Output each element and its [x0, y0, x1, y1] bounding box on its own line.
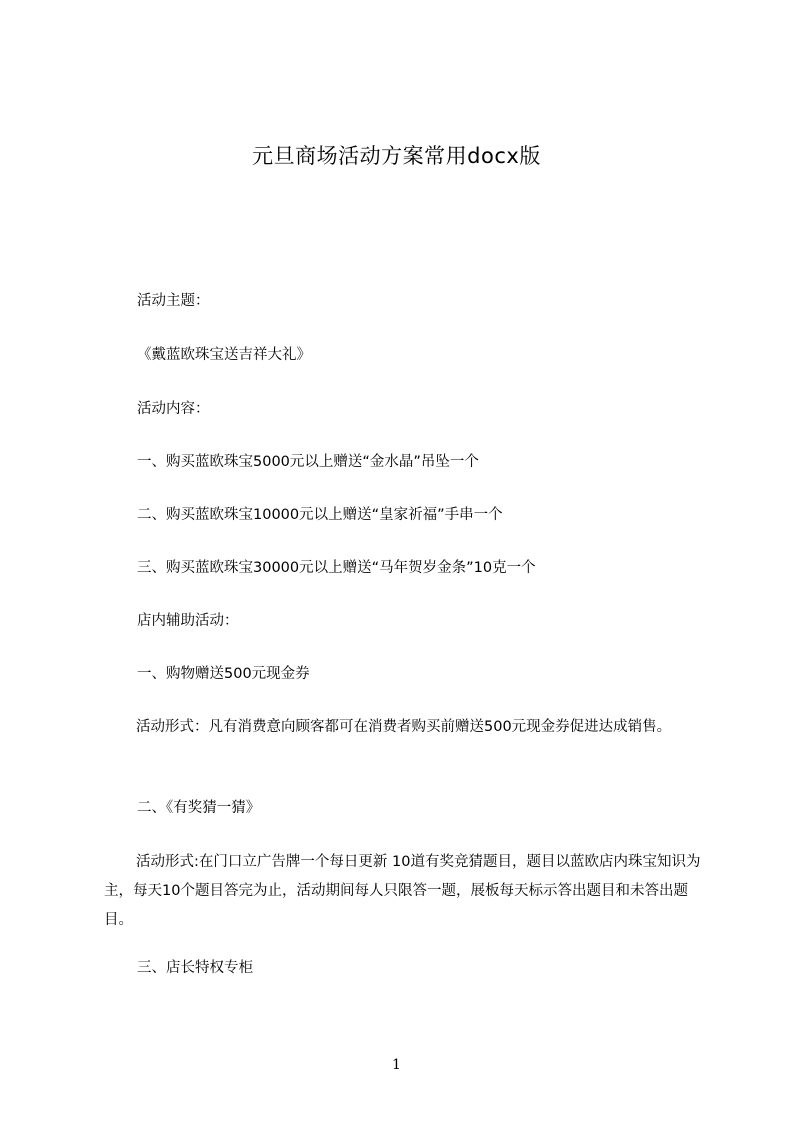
content-item-2: 二、购买蓝欧珠宝10000元以上赠送“皇家祈福”手串一个	[137, 507, 503, 523]
aux-activity-1: 一、购物赠送500元现金券	[137, 666, 310, 682]
aux-activity-2: 二、《有奖猜一猜》	[137, 800, 261, 816]
content-label: 活动内容：	[137, 401, 210, 417]
content-item-3: 三、购买蓝欧珠宝30000元以上赠送“马年贺岁金条”10克一个	[137, 560, 536, 576]
aux-activity-1-form-text: 活动形式：凡有消费意向顾客都可在消费者购买前赠送500元现金券促进达成销售。	[136, 719, 672, 735]
aux-activity-2-form	[104, 848, 708, 935]
aux-activity-2-form-text: 活动形式:在门口立广告牌一个每日更新 10道有奖竞猜题目，题目以蓝欧店内珠宝知识为主，每天10个题目答完为止，活动期间每人只限答一题，展板每天标示答出题目和未答出题目。	[104, 854, 701, 928]
theme-value: 《戴蓝欧珠宝送吉祥大礼》	[137, 347, 311, 363]
theme-label: 活动主题：	[137, 293, 210, 309]
aux-activities-label: 店内辅助活动：	[137, 613, 239, 629]
document-title: 元旦商场活动方案常用docx版	[252, 144, 541, 168]
aux-activity-3: 三、店长特权专柜	[137, 960, 253, 976]
content-item-1: 一、购买蓝欧珠宝5000元以上赠送“金水晶”吊坠一个	[137, 454, 479, 470]
page-number: 1	[392, 1057, 401, 1073]
aux-activity-1-form	[104, 713, 708, 771]
